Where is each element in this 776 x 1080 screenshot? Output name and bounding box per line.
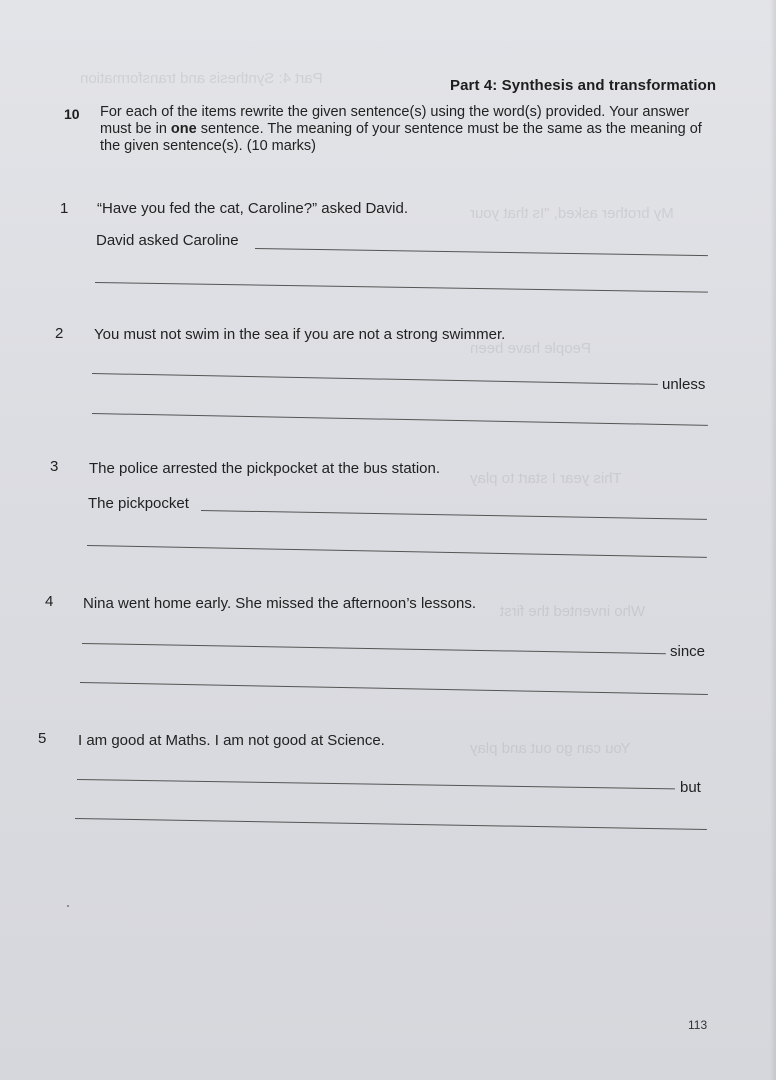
- item-sentence: I am good at Maths. I am not good at Science.: [78, 732, 385, 749]
- show-through-text: This year I start to play: [470, 470, 622, 487]
- instructions-emphasis: one: [170, 121, 197, 137]
- exercise-instructions: [100, 104, 715, 155]
- answer-line[interactable]: [255, 248, 708, 256]
- item-number: 4: [45, 593, 54, 610]
- item-sentence: Nina went home early. She missed the afternoon’s lessons.: [83, 595, 476, 612]
- item-number: 3: [50, 458, 59, 475]
- answer-prompt: The pickpocket: [88, 495, 189, 512]
- speck: [67, 905, 69, 907]
- item-sentence: You must not swim in the sea if you are not a strong swimmer.: [94, 326, 506, 343]
- show-through-text: People have been: [470, 340, 591, 357]
- instructions-text: For each of the items rewrite the given sentence(s) using the word(s) provided. Your answer must be in: [100, 104, 690, 137]
- part-title: Part 4: Synthesis and transformation: [450, 77, 717, 94]
- answer-prompt: David asked Caroline: [96, 232, 239, 249]
- given-word: unless: [662, 376, 706, 393]
- answer-line[interactable]: [80, 682, 708, 695]
- given-word: since: [670, 643, 706, 660]
- answer-line[interactable]: [82, 643, 666, 654]
- given-word: but: [680, 779, 701, 796]
- item-sentence: The police arrested the pickpocket at the bus station.: [89, 460, 441, 477]
- instructions-text: sentence. The meaning of your sentence must be the same as the meaning of the given sentence(s). (10 marks): [100, 121, 702, 154]
- answer-line[interactable]: [92, 373, 658, 385]
- answer-line[interactable]: [77, 779, 675, 789]
- answer-line[interactable]: [75, 818, 707, 830]
- answer-line[interactable]: [92, 413, 708, 426]
- exercise-number: 10: [64, 106, 80, 122]
- item-number: 5: [38, 730, 47, 747]
- show-through-text: My brother asked, "Is that your: [470, 205, 674, 222]
- page-number: 113: [688, 1018, 708, 1032]
- page-edge-shadow: [770, 0, 776, 1080]
- item-number: 2: [55, 325, 64, 342]
- answer-line[interactable]: [87, 545, 707, 558]
- show-through-text: Who invented the first: [500, 603, 646, 620]
- show-through-text: Part 4: Synthesis and transformation: [80, 70, 323, 87]
- answer-line[interactable]: [201, 510, 707, 520]
- item-number: 1: [60, 200, 69, 217]
- item-sentence: “Have you fed the cat, Caroline?” asked David.: [97, 200, 408, 217]
- answer-line[interactable]: [95, 282, 708, 293]
- show-through-text: You can go out and play: [470, 740, 631, 757]
